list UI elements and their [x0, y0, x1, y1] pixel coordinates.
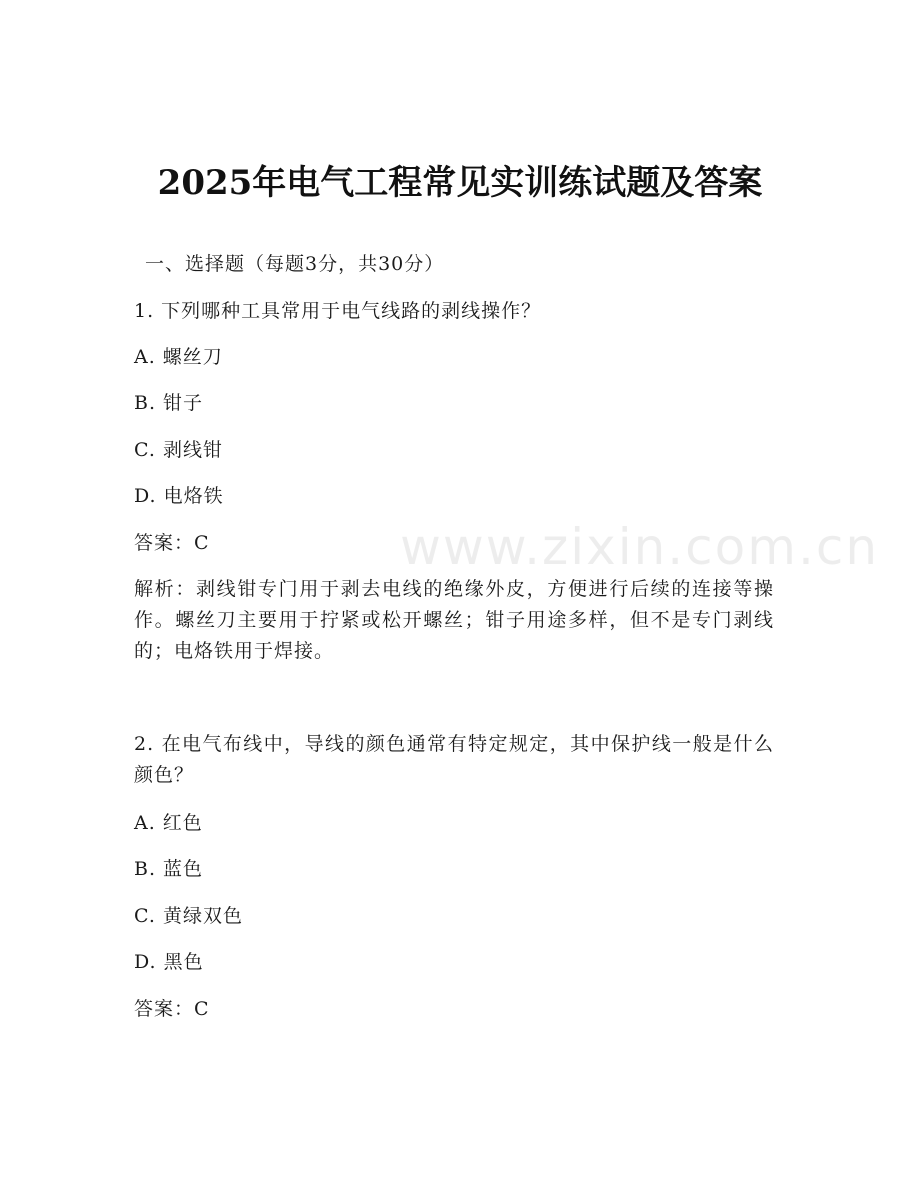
question-1-option-a: A. 螺丝刀 — [134, 346, 223, 368]
watermark: www.zixin.com.cn — [400, 518, 880, 576]
question-2-answer: 答案：C — [134, 998, 210, 1020]
question-1-option-c: C. 剥线钳 — [134, 439, 223, 461]
question-2-stem: 2. 在电气布线中，导线的颜色通常有特定规定，其中保护线一般是什么颜色？ — [134, 733, 774, 786]
question-2-option-b: B. 蓝色 — [134, 858, 204, 880]
section-heading: 一、选择题（每题3分，共30分） — [145, 253, 445, 275]
question-1-option-d: D. 电烙铁 — [134, 485, 224, 507]
question-2-option-d: D. 黑色 — [134, 951, 204, 973]
question-2-option-a: A. 红色 — [134, 812, 203, 834]
question-1-answer: 答案：C — [134, 532, 210, 554]
question-2-option-c: C. 黄绿双色 — [134, 905, 243, 927]
document-title: 2025年电气工程常见实训练试题及答案 — [157, 163, 763, 203]
question-1-stem: 1. 下列哪种工具常用于电气线路的剥线操作？ — [134, 300, 542, 322]
question-1-option-b: B. 钳子 — [134, 392, 204, 414]
question-1-analysis: 解析：剥线钳专门用于剥去电线的绝缘外皮，方便进行后续的连接等操作。螺丝刀主要用于拧紧或松开螺丝；钳子用途多样，但不是专门剥线的；电烙铁用于焊接。 — [134, 578, 774, 662]
